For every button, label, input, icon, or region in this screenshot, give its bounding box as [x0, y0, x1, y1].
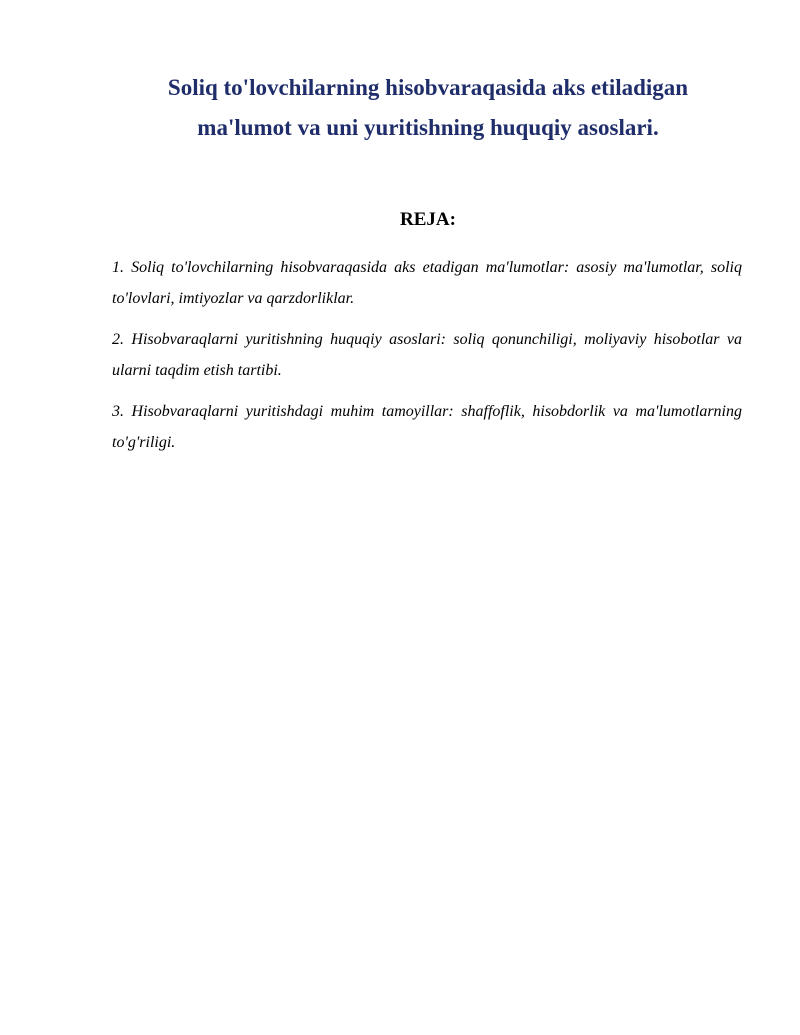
- plan-list: [112, 252, 742, 468]
- document-title: [112, 68, 744, 148]
- plan-item-1: 1. Soliq to'lovchilarning hisobvaraqasida aks etadigan ma'lumotlar: asosiy ma'lumotlar, soliq to'lovlari, imtiyozlar va qarzdorliklar.: [112, 259, 742, 307]
- plan-item-2: 2. Hisobvaraqlarni yuritishning huquqiy asoslari: soliq qonunchiligi, moliyaviy hisobotlar va ularni taqdim etish tartibi.: [112, 331, 742, 379]
- plan-heading: REJA:: [400, 209, 456, 230]
- title-line-2: ma'lumot va uni yuritishning huquqiy asoslari.: [197, 115, 659, 140]
- title-line-1: Soliq to'lovchilarning hisobvaraqasida aks etiladigan: [167, 75, 689, 100]
- plan-item-3: 3. Hisobvaraqlarni yuritishdagi muhim tamoyillar: shaffoflik, hisobdorlik va ma'lumotlarning to'g'riligi.: [112, 403, 742, 451]
